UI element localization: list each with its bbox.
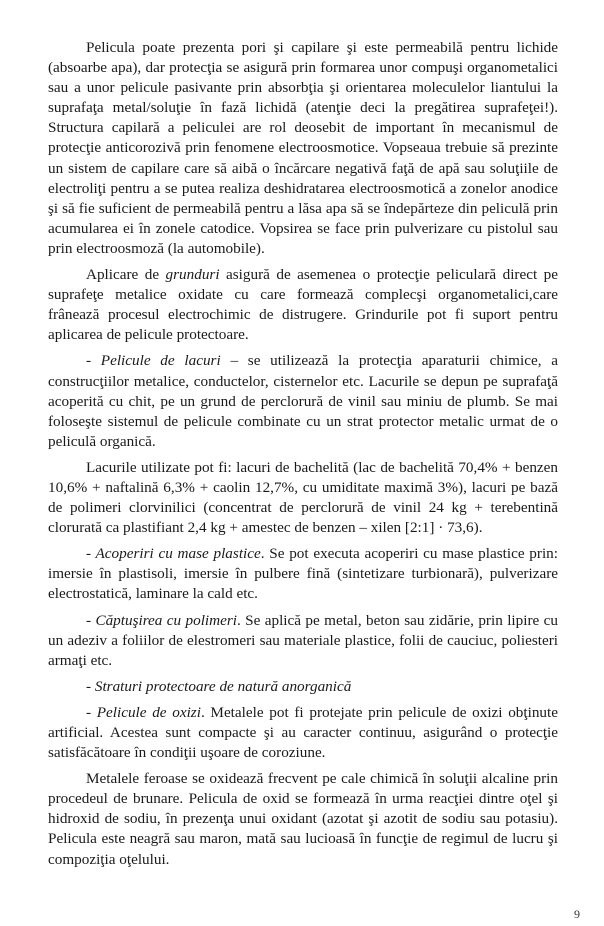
paragraph-pelicule-oxizi [48, 703, 558, 763]
straturi-anorganice-term: - Straturi protectoare de natură anorganică [86, 677, 352, 695]
grunduri-body-text: asigură de asemenea o protecţie peliculară direct pe suprafeţe metalice oxidate cu care formează complecşi organometalici,care frânează procesul electrochimic de distrugere. Grindurile pot fi suport pentru aplicarea de pelicule protectoare. [48, 266, 558, 344]
pelicule-lacuri-body: – se utilizează la protecţia aparaturii chimice, a construcţiilor metalice, conductelor, cisternelor etc. Lacurile se depun pe suprafaţă acoperită cu chit, pe un grund de perclorură de vinil sau miniu de plumb. Se mai foloseşte sistemul de pelicule combinate cu un strat protector metalic urmat de o peliculă organică. [48, 352, 558, 450]
paragraph-mase-plastice [48, 544, 558, 604]
mase-plastice-body: . Se pot executa acoperiri cu mase plastice prin: imersie în plastisoli, imersie în pulbere fină (sintetizare turbionară), pulverizare electrostatică, laminare la cald etc. [48, 545, 558, 603]
paragraph-pelicula-pori: Pelicula poate prezenta pori şi capilare şi este permeabilă pentru lichide (absoarbe apa), dar protecţia se asigură prin formarea unor compuşi organometalici sau a unor pelicule pasivante prin absorbţia şi orientarea moleculelor liantului la suprafaţa metal/soluţie în fază lichidă (atenţie deci la pregătirea suprafeţei!). Structura capilară a peliculei are rol deosebit de important în mecanismul de protecţie anticorozivă prin fenomene electroosmotice. Vopseaua trebuie să prezinte un sistem de capilare care să aibă o încărcare negativă faţă de apă sau soluţiile de electroliţi pentru a se putea realiza deshidratarea electroosmotică a zonelor anodice şi să fie suficient de permeabilă pentru a lăsa apa să se îndepărteze din peliculă prin acumularea ei în zonele catodice. Vopsirea se face prin pulverizare cu pistolul sau prin electroosmoză (la automobile). [48, 39, 558, 257]
pelicule-lacuri-term: - Pelicule de lacuri [86, 352, 221, 370]
paragraph-lacuri-utilizate: Lacurile utilizate pot fi: lacuri de bachelită (lac de bachelită 70,4% + benzen 10,6% + naftalină 6,3% + caolin 12,7%, cu umiditate maximă 3%), lacuri pe bază de polimeri clorvinilici (concentrat de perclorură de vinil 24 kg + terebentină clorurată ca plastifiant 2,4 kg + amestec de benzen – xilen [2:1] · 73,6). [48, 458, 558, 537]
captusire-polimeri-term: - Căptuşirea cu polimeri [86, 611, 237, 629]
pelicule-oxizi-body: . Metalele pot fi protejate prin pelicule de oxizi obţinute artificial. Acestea sunt compacte şi au caracter continuu, asigurând o protecţie satisfăcătoare în condiţii uşoare de coroziune. [48, 703, 558, 762]
captusire-polimeri-body: . Se aplică pe metal, beton sau zidărie, prin lipire cu un adeziv a foliilor de elestromeri sau materiale plastice, folii de cauciuc, poliesteri armaţi etc. [48, 611, 558, 669]
paragraph-grunduri [48, 265, 558, 345]
paragraph-captusire-polimeri [48, 611, 558, 671]
paragraph-pelicule-lacuri [48, 351, 558, 451]
document-page [48, 38, 558, 876]
page-number: 9 [574, 907, 580, 921]
paragraph-metale-feroase: Metalele feroase se oxidează frecvent pe cale chimică în soluţii alcaline prin procedeul de brunare. Pelicula de oxid se formează în urma reacţiei dintre oţel şi hidroxid de sodiu, în prezenţa unui oxidant (azotat şi azotit de sodiu sau potasiu). Pelicula este neagră sau maron, mată sau lucioasă în funcţie de regimul de lucru şi compoziţia oţelului. [48, 770, 558, 868]
mase-plastice-term: - Acoperiri cu mase plastice [86, 545, 261, 563]
section-heading-straturi-anorganice [48, 677, 558, 697]
grunduri-term: grunduri [165, 266, 220, 284]
grunduri-intro-text: Aplicare de [86, 266, 166, 284]
pelicule-oxizi-term: - Pelicule de oxizi [86, 703, 201, 721]
